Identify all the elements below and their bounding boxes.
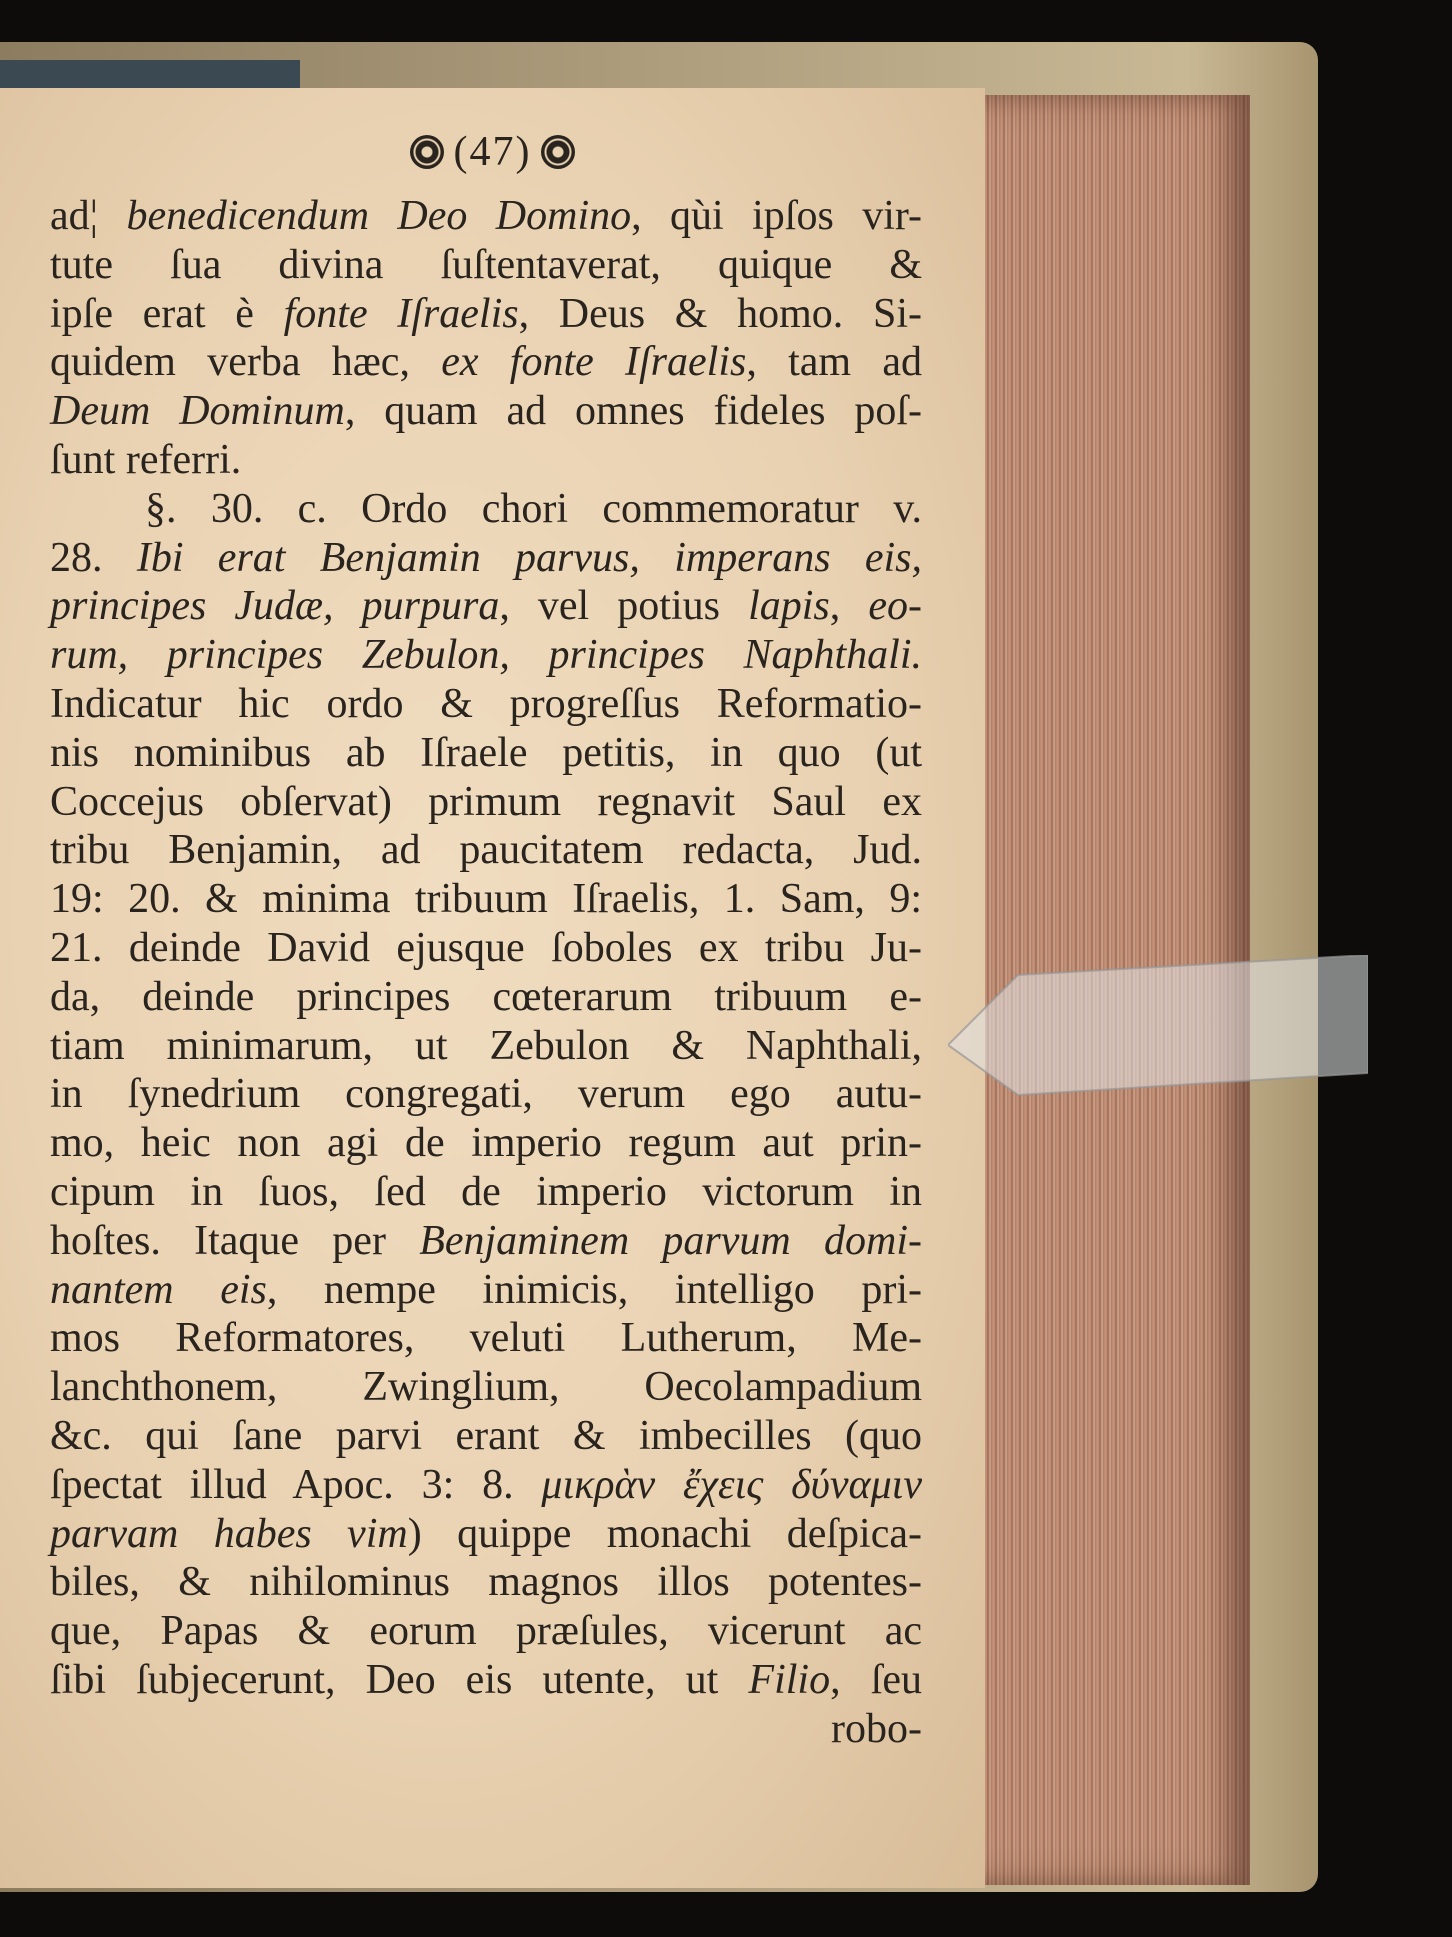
roman-text: hoſtes. Itaque per — [50, 1217, 420, 1264]
text-line — [50, 534, 922, 583]
italic-text: nantem eis — [50, 1266, 267, 1313]
roman-text: , quam ad omnes fideles poſ- — [344, 388, 923, 435]
italic-text: benedicendum Deo Domino — [126, 193, 632, 239]
text-line — [50, 924, 922, 973]
italic-text: principes Judæ, purpura — [50, 583, 500, 630]
roman-text: , — [829, 583, 869, 630]
roman-text: ipſe erat è — [50, 290, 284, 337]
text-line — [50, 387, 922, 436]
italic-text: Filio — [748, 1656, 831, 1703]
text-line — [50, 1461, 922, 1510]
italic-text: Benjaminem parvum domi- — [419, 1217, 923, 1264]
roman-text: 28. — [50, 534, 137, 581]
roman-text: ) quippe monachi deſpica- — [407, 1510, 922, 1557]
roman-text: tute ſua divina ſuſtentaverat, quique & — [50, 241, 922, 288]
roman-text: , vel potius — [499, 583, 749, 630]
roman-text: ſunt referri. — [50, 436, 242, 483]
bookmark-strip — [948, 955, 1368, 1100]
text-line — [50, 436, 922, 485]
text-line — [50, 729, 922, 778]
roman-text: 21. deinde David ejusque ſoboles ex tribu Ju- — [50, 924, 922, 971]
roman-text: in ſynedrium congregati, verum ego autu- — [50, 1071, 922, 1118]
roman-text: mo, heic non agi de imperio regum aut prin- — [50, 1120, 922, 1167]
roman-text: mos Reformatores, veluti Lutherum, Me- — [50, 1315, 922, 1362]
text-line — [50, 1070, 922, 1119]
roman-text: , nempe inimicis, intelligo pri- — [266, 1266, 922, 1313]
page-header — [0, 128, 985, 176]
page-number: (47) — [453, 129, 532, 175]
text-line — [50, 631, 922, 680]
text-line — [50, 1168, 922, 1217]
text-line — [50, 1607, 922, 1656]
roman-text: , Deus & homo. Si- — [518, 290, 923, 337]
text-line — [50, 1266, 922, 1315]
text-line — [50, 290, 922, 339]
roman-text: que, Papas & eorum præſules, vicerunt ac — [50, 1608, 922, 1655]
text-line — [50, 826, 922, 875]
text-line — [50, 1558, 922, 1607]
roman-text: quidem verba hæc, — [50, 339, 442, 386]
roman-text: da, deinde principes cœterarum tribuum e- — [50, 973, 922, 1020]
roman-text: §. 30. c. Ordo chori commemoratur v. — [145, 485, 922, 532]
roman-text: nis nominibus ab Iſraele petitis, in quo (ut — [50, 729, 922, 776]
italic-text: μικρὰν ἔχεις δύναμιν — [541, 1461, 922, 1508]
roman-text: tiam minimarum, ut Zebulon & Naphthali, — [50, 1022, 922, 1069]
roman-text: lanchthonem, Zwinglium, Oecolampadium — [50, 1364, 922, 1411]
text-line — [50, 241, 922, 290]
italic-text: Ibi erat Benjamin parvus, imperans eis, — [136, 534, 923, 581]
text-line — [50, 778, 922, 827]
roman-text: Coccejus obſervat) primum regnavit Saul ex — [50, 778, 922, 825]
roman-text: biles, & nihilominus magnos illos potentes- — [50, 1559, 922, 1606]
italic-text: eo- — [868, 583, 923, 630]
italic-text: ex fonte Iſraelis — [441, 339, 747, 386]
text-line — [50, 1217, 922, 1266]
roman-text: tribu Benjamin, ad paucitatem redacta, Jud. — [50, 827, 922, 874]
roman-text: , tam ad — [746, 339, 923, 386]
text-line — [50, 1314, 922, 1363]
roman-text: ſpectat illud Apoc. 3: 8. — [50, 1461, 542, 1508]
text-line — [50, 582, 922, 631]
ornament-icon — [410, 135, 444, 169]
text-line — [50, 1510, 922, 1559]
text-line — [50, 1412, 922, 1461]
text-line — [50, 973, 922, 1022]
roman-text: &c. qui ſane parvi erant & imbecilles (quo — [50, 1412, 922, 1459]
roman-text: , ſeu — [830, 1656, 923, 1703]
roman-text: , qùi ipſos vir- — [631, 193, 922, 239]
roman-text: Indicatur hic ordo & progreſſus Reformatio- — [50, 680, 922, 727]
italic-text: Deum Dominum — [50, 388, 345, 435]
ornament-icon — [541, 135, 575, 169]
italic-text: parvam habes vim — [50, 1510, 408, 1557]
catchword — [50, 1705, 922, 1754]
text-line — [50, 680, 922, 729]
roman-text: 19: 20. & minima tribuum Iſraelis, 1. Sam, 9: — [50, 876, 922, 923]
roman-text: robo- — [831, 1705, 922, 1752]
roman-text: ſibi ſubjecerunt, Deo eis utente, ut — [50, 1656, 749, 1703]
italic-text: rum, principes Zebulon, principes Naphthali. — [50, 632, 922, 679]
text-line — [50, 192, 922, 241]
page-body-text — [50, 192, 922, 1754]
roman-text: ad¦ — [50, 193, 127, 239]
text-line — [50, 875, 922, 924]
text-line — [50, 1022, 922, 1071]
text-line — [50, 485, 922, 534]
text-line — [50, 338, 922, 387]
text-line — [50, 1656, 922, 1705]
italic-text: fonte Iſraelis — [283, 290, 519, 337]
roman-text: cipum in ſuos, ſed de imperio victorum in — [50, 1168, 922, 1215]
text-line — [50, 1119, 922, 1168]
text-line — [50, 1363, 922, 1412]
italic-text: lapis — [748, 583, 830, 630]
